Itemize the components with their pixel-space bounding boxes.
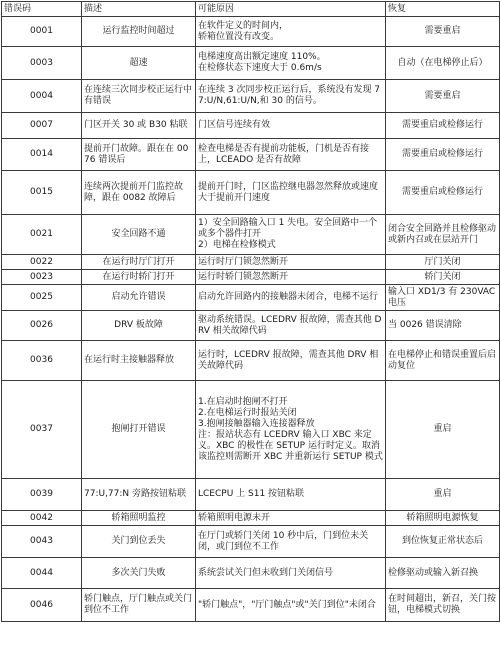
error-code-table [1,1,500,622]
error-description: 轿门触点，厅门触点或关门到位不工作 [82,589,196,622]
table-row [2,270,500,285]
error-cause: LCECPU 上 S11 按钮粘联 [196,479,386,511]
error-description: 在运行时厅门打开 [82,255,196,270]
error-description: 多次关门失败 [82,558,196,589]
error-code: 0043 [2,526,82,558]
table-row [2,381,500,479]
error-recovery: 重启 [386,479,500,511]
error-cause: 在厅门或轿门关闭 10 秒中后，门到位未关闭，或门到位不工作 [196,526,386,558]
error-recovery: 闭合安全回路并且检修驱动或新内召或在层站开门 [386,215,500,255]
error-code: 0046 [2,589,82,622]
error-code: 0022 [2,255,82,270]
error-recovery: 需要重启 [386,80,500,113]
error-recovery: 自动（在电梯停止后） [386,47,500,80]
error-description: 在运行时主接触器释放 [82,341,196,381]
table-row [2,285,500,311]
error-recovery: 在时间超出，新召，关门按钮，电梯模式切换 [386,589,500,622]
error-code: 0004 [2,80,82,113]
error-cause: 运行时轿门锁忽然断开 [196,270,386,285]
error-cause: 提前开门时，门区监控继电器忽然释放或速度大于提前开门速度 [196,171,386,215]
error-cause: 1）安全回路输入口 1 失电。安全回路中一个或多个器件打开 2）电梯在检修模式 [196,215,386,255]
table-row [2,17,500,47]
error-recovery: 当 0026 错误清除 [386,311,500,341]
table-row [2,113,500,139]
table-row [2,589,500,622]
error-description: 轿箱照明监控 [82,511,196,526]
error-cause: 门区信号连续有效 [196,113,386,139]
error-recovery: 需要重启或检修运行 [386,113,500,139]
error-cause: 电梯速度高出额定速度 110%。 在检修状态下速度大于 0.6m/s [196,47,386,80]
header-description: 描述 [82,2,196,17]
error-cause: 运行时厅门锁忽然断开 [196,255,386,270]
error-cause: 驱动系统错误。LCEDRV 报故障，需查其他 DRV 相关故障代码 [196,311,386,341]
error-recovery: 厅门关闭 [386,255,500,270]
error-description: 在运行时轿门打开 [82,270,196,285]
table-row [2,479,500,511]
error-description: 关门到位丢失 [82,526,196,558]
table-row [2,511,500,526]
table-row [2,311,500,341]
error-cause: 检查电梯是否有提前功能板，门机是否有接上，LCEADO 是否有故障 [196,139,386,171]
error-code: 0021 [2,215,82,255]
error-cause: 在软件定义的时间内， 轿箱位置没有改变。 [196,17,386,47]
error-description: 提前开门故障。跟在在 0076 错误后 [82,139,196,171]
error-recovery: 在电梯停止和错误重置后启动复位 [386,341,500,381]
error-cause: 启动允许回路内的接触器未闭合，电梯不运行 [196,285,386,311]
table-row [2,255,500,270]
error-description: 运行监控时间超过 [82,17,196,47]
error-code: 0039 [2,479,82,511]
error-recovery: 轿门关闭 [386,270,500,285]
error-code: 0014 [2,139,82,171]
header-recovery: 恢复 [386,2,500,17]
error-code: 0023 [2,270,82,285]
error-code: 0036 [2,341,82,381]
error-code: 0007 [2,113,82,139]
table-row [2,215,500,255]
error-cause: 在连续 3 次同步校正运行后，系统没有发现 77:U/N,61:U/N,和 30 的信号。 [196,80,386,113]
error-cause: 1.在启动时抱闸不打开 2.在电梯运行时报站关闭 3.抱闸接触器输入连接器释放 注：报站状态有 LCEDRV 输入口 XBC 来定义。XBC 的极性在 SETUP 运行时定义。取消该监控则需断开 XBC 并重新运行 SETUP 模式 [196,381,386,479]
error-recovery: 轿箱照明电源恢复 [386,511,500,526]
header-error-code: 错误码 [2,2,82,17]
error-description: DRV 板故障 [82,311,196,341]
table-header-row [2,2,500,17]
error-recovery: 需要重启 [386,17,500,47]
table-row [2,558,500,589]
error-cause: 运行时，LCEDRV 报故障，需查其他 DRV 相关故障代码 [196,341,386,381]
error-code: 0042 [2,511,82,526]
error-description: 抱闸打开错误 [82,381,196,479]
table-row [2,47,500,80]
error-cause: 系统尝试关门但未收到门关闭信号 [196,558,386,589]
table-row [2,80,500,113]
error-cause: 轿箱照明电源未开 [196,511,386,526]
error-recovery: 重启 [386,381,500,479]
error-recovery: 需要重启或检修运行 [386,171,500,215]
error-description: 门区开关 30 或 B30 粘联 [82,113,196,139]
table-row [2,341,500,381]
error-code: 0001 [2,17,82,47]
error-code: 0003 [2,47,82,80]
header-possible-cause: 可能原因 [196,2,386,17]
table-row [2,526,500,558]
error-cause: "轿门触点"，"厅门触点"或"关门到位"未闭合 [196,589,386,622]
error-recovery: 检修驱动或输入新召换 [386,558,500,589]
error-code: 0025 [2,285,82,311]
error-description: 安全回路不通 [82,215,196,255]
error-recovery: 输入口 XD1/3 有 230VAC 电压 [386,285,500,311]
error-description: 77:U,77:N 旁路按钮粘联 [82,479,196,511]
error-recovery: 需要重启或检修运行 [386,139,500,171]
table-row [2,139,500,171]
error-description: 启动允许错误 [82,285,196,311]
error-code: 0037 [2,381,82,479]
error-description: 在连续三次同步校正运行中有错误 [82,80,196,113]
error-code: 0026 [2,311,82,341]
error-code: 0044 [2,558,82,589]
table-row [2,171,500,215]
error-description: 超速 [82,47,196,80]
error-code: 0015 [2,171,82,215]
error-recovery: 到位恢复正常状态后 [386,526,500,558]
error-description: 连续两次提前开门监控故障，跟在 0082 故障后 [82,171,196,215]
